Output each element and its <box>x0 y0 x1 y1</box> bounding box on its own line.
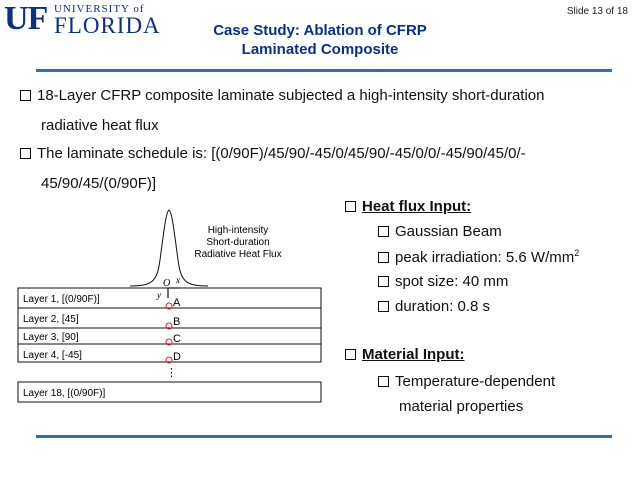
flux-label-1: High-intensity <box>207 225 269 236</box>
layer-ellipsis: ⋮ <box>166 367 177 379</box>
point-d-label: D <box>173 351 181 363</box>
flux-label-2: Short-duration <box>206 237 270 248</box>
heat-flux-item-duration: duration: 0.8 s <box>378 298 490 315</box>
checkbox-bullet-icon <box>20 90 31 101</box>
heat-flux-item-spot: spot size: 40 mm <box>378 273 508 290</box>
material-item-line-2: material properties <box>399 398 524 415</box>
top-divider <box>36 69 612 72</box>
y-axis-label: y <box>157 290 161 300</box>
layer-3-label: Layer 3, [90] <box>23 332 79 343</box>
checkbox-bullet-icon <box>20 148 31 159</box>
title-line-2: Laminated Composite <box>241 41 399 58</box>
checkbox-bullet-icon <box>378 276 389 287</box>
uf-logo <box>4 2 174 42</box>
point-b-label: B <box>173 316 181 328</box>
checkbox-bullet-icon <box>378 301 389 312</box>
title-line-1: Case Study: Ablation of CFRP <box>213 22 427 39</box>
checkbox-bullet-icon <box>378 252 389 263</box>
heat-flux-heading: Heat flux Input: <box>345 198 471 215</box>
layer-2-label: Layer 2, [45] <box>23 314 79 325</box>
material-item-line-1: Temperature-dependent <box>378 373 555 390</box>
bullet-1-line-2: radiative heat flux <box>41 117 159 134</box>
logo-florida-text: FLORIDA <box>54 13 161 38</box>
checkbox-bullet-icon <box>345 201 356 212</box>
heat-flux-item-beam: Gaussian Beam <box>378 223 502 240</box>
checkbox-bullet-icon <box>378 376 389 387</box>
laminate-diagram <box>0 200 340 410</box>
layer-4-label: Layer 4, [-45] <box>23 350 82 361</box>
heat-flux-item-peak: peak irradiation: 5.6 $W/mm^2$ <box>378 248 579 266</box>
origin-label: O <box>163 278 171 289</box>
gaussian-beam-curve <box>130 210 208 286</box>
material-heading: Material Input: <box>345 346 465 363</box>
flux-label-3: Radiative Heat Flux <box>194 249 282 260</box>
logo-uf-text: UF <box>4 0 48 37</box>
bullet-1-line-1: 18-Layer CFRP composite laminate subjected a high-intensity short-duration <box>37 87 545 104</box>
x-axis-label: x <box>176 275 180 285</box>
logo-university-of-text: UNIVERSITY of <box>54 3 145 15</box>
slide-title <box>170 21 470 59</box>
checkbox-bullet-icon <box>345 349 356 360</box>
bullet-2-line-1: The laminate schedule is: [(0/90F)/45/90/-45/0/45/90/-45/0/0/-45/90/45/0/- <box>37 145 526 162</box>
bottom-divider <box>36 435 612 438</box>
layer-1-label: Layer 1, [(0/90F)] <box>23 294 100 305</box>
layer-18-label: Layer 18, [(0/90F)] <box>23 388 106 399</box>
point-a-label: A <box>173 297 181 309</box>
bullet-2-line-2: 45/90/45/(0/90F)] <box>41 175 157 192</box>
bullet-laminate-description <box>20 81 620 141</box>
bullet-laminate-schedule <box>20 139 620 199</box>
point-c-label: C <box>173 333 181 345</box>
slide-number: Slide 13 of 18 <box>566 6 628 17</box>
checkbox-bullet-icon <box>378 226 389 237</box>
